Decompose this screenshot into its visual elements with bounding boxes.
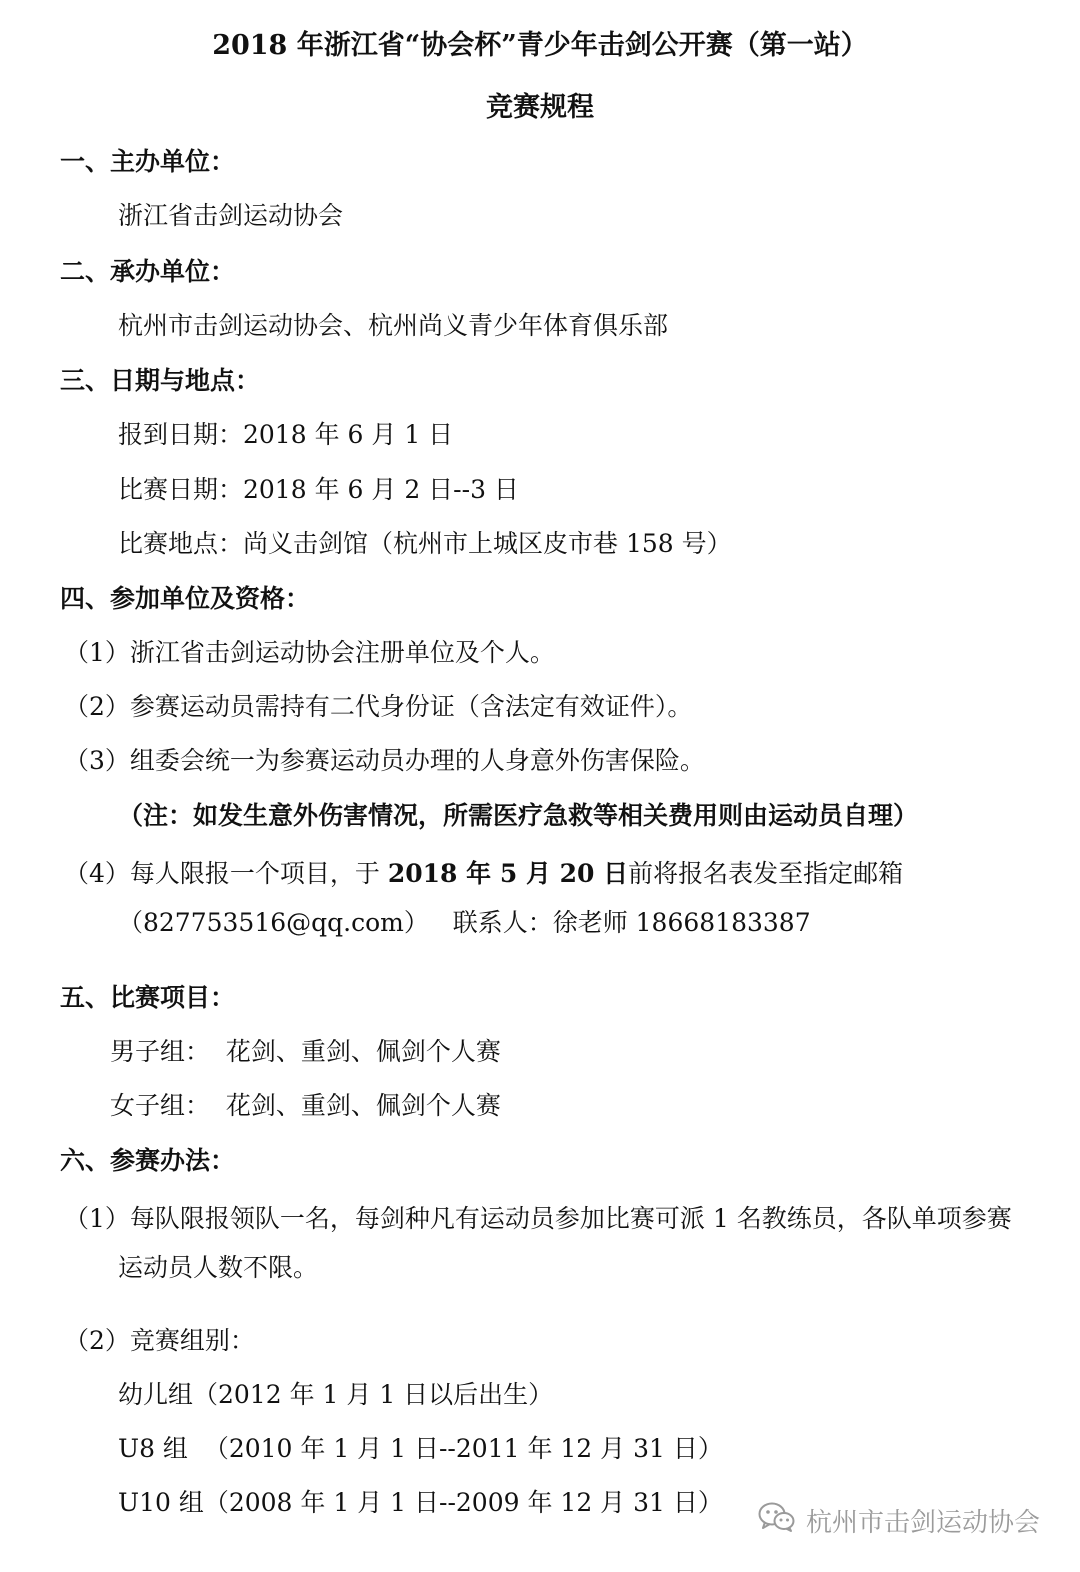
contact-info: （827753516@qq.com） 联系人：徐老师 18668183387 xyxy=(118,908,811,937)
events-women: 女子组： 花剑、重剑、佩剑个人赛 xyxy=(110,1091,501,1120)
section-heading-eligibility: 四、参加单位及资格： xyxy=(60,584,311,613)
eligibility-item-3: （3）组委会统一为参赛运动员办理的人身意外伤害保险。 xyxy=(64,746,705,775)
section-heading-host: 二、承办单位： xyxy=(60,257,236,286)
rules-item-2: （2）竞赛组别： xyxy=(64,1326,255,1355)
group-u10: U10 组（2008 年 1 月 1 日--2009 年 12 月 31 日） xyxy=(118,1488,723,1517)
rules-item-1-line-2: 运动员人数不限。 xyxy=(118,1253,319,1282)
competition-date: 比赛日期：2018 年 6 月 2 日--3 日 xyxy=(118,475,519,504)
item-4-prefix: （4）每人限报一个项目，于 xyxy=(64,859,388,888)
insurance-note: （注：如发生意外伤害情况，所需医疗急救等相关费用则由运动员自理） xyxy=(118,801,919,830)
group-u8: U8 组 （2010 年 1 月 1 日--2011 年 12 月 31 日） xyxy=(118,1434,723,1463)
section-heading-datetime: 三、日期与地点： xyxy=(60,366,261,395)
eligibility-item-1: （1）浙江省击剑运动协会注册单位及个人。 xyxy=(64,638,555,667)
eligibility-item-2: （2）参赛运动员需持有二代身份证（含法定有效证件）。 xyxy=(64,692,693,721)
watermark xyxy=(758,1500,1040,1540)
section-heading-rules: 六、参赛办法： xyxy=(60,1146,236,1175)
document-title: 2018 年浙江省“协会杯”青少年击剑公开赛（第一站） xyxy=(212,30,868,61)
item-4-suffix: 前将报名表发至指定邮箱 xyxy=(628,859,904,888)
document-subtitle: 竞赛规程 xyxy=(486,92,594,123)
events-men: 男子组： 花剑、重剑、佩剑个人赛 xyxy=(110,1037,501,1066)
wechat-icon xyxy=(758,1501,796,1540)
section-heading-events: 五、比赛项目： xyxy=(60,983,236,1012)
competition-venue: 比赛地点：尚义击剑馆（杭州市上城区皮市巷 158 号） xyxy=(118,529,732,558)
host-text: 杭州市击剑运动协会、杭州尚义青少年体育俱乐部 xyxy=(118,311,669,340)
rules-item-1-line-1: （1）每队限报领队一名，每剑种凡有运动员参加比赛可派 1 名教练员，各队单项参赛 xyxy=(64,1204,1012,1233)
section-heading-organizer: 一、主办单位： xyxy=(60,147,236,176)
organizer-text: 浙江省击剑运动协会 xyxy=(118,201,344,230)
watermark-text: 杭州市击剑运动协会 xyxy=(806,1507,1041,1538)
registration-deadline: 2018 年 5 月 20 日 xyxy=(387,859,629,888)
registration-date: 报到日期：2018 年 6 月 1 日 xyxy=(118,420,454,449)
eligibility-item-4 xyxy=(64,858,903,890)
group-kids: 幼儿组（2012 年 1 月 1 日以后出生） xyxy=(118,1380,554,1409)
